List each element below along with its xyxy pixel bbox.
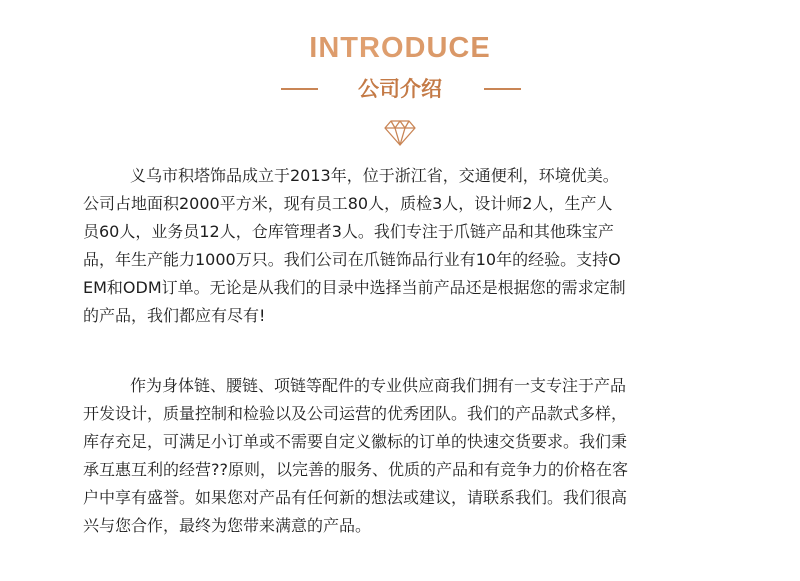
intro-paragraph-2 [83, 372, 723, 540]
text-line: 品，年生产能力1000万只。我们公司在爪链饰品行业有10年的经验。支持O [83, 250, 621, 269]
title-english: INTRODUCE [0, 30, 800, 66]
text-line: 作为身体链、腰链、项链等配件的专业供应商我们拥有一支专注于产品 [130, 376, 627, 395]
text-line: 户中享有盛誉。如果您对产品有任何新的想法或建议，请联系我们。我们很高 [83, 488, 628, 507]
text-line: EM和ODM订单。无论是从我们的目录中选择当前产品还是根据您的需求定制 [83, 278, 626, 297]
subtitle-row [0, 74, 800, 106]
text-line: 义乌市积塔饰品成立于2013年，位于浙江省，交通便利，环境优美。 [130, 166, 619, 185]
text-line: 的产品，我们都应有尽有! [83, 306, 266, 325]
text-line: 库存充足，可满足小订单或不需要自定义徽标的订单的快速交货要求。我们秉 [83, 432, 628, 451]
right-rule [484, 88, 521, 90]
text-line: 兴与您合作，最终为您带来满意的产品。 [83, 516, 372, 535]
text-line: 开发设计，质量控制和检验以及公司运营的优秀团队。我们的产品款式多样， [83, 404, 628, 423]
diamond-icon [383, 118, 417, 148]
title-chinese: 公司介绍 [358, 77, 442, 101]
text-line: 承互惠互利的经营??原则，以完善的服务、优质的产品和有竞争力的价格在客 [83, 460, 628, 479]
intro-paragraph-1 [83, 162, 723, 330]
text-line: 员60人，业务员12人，仓库管理者3人。我们专注于爪链产品和其他珠宝产 [83, 222, 614, 241]
text-line: 公司占地面积2000平方米，现有员工80人，质检3人，设计师2人，生产人 [83, 194, 613, 213]
